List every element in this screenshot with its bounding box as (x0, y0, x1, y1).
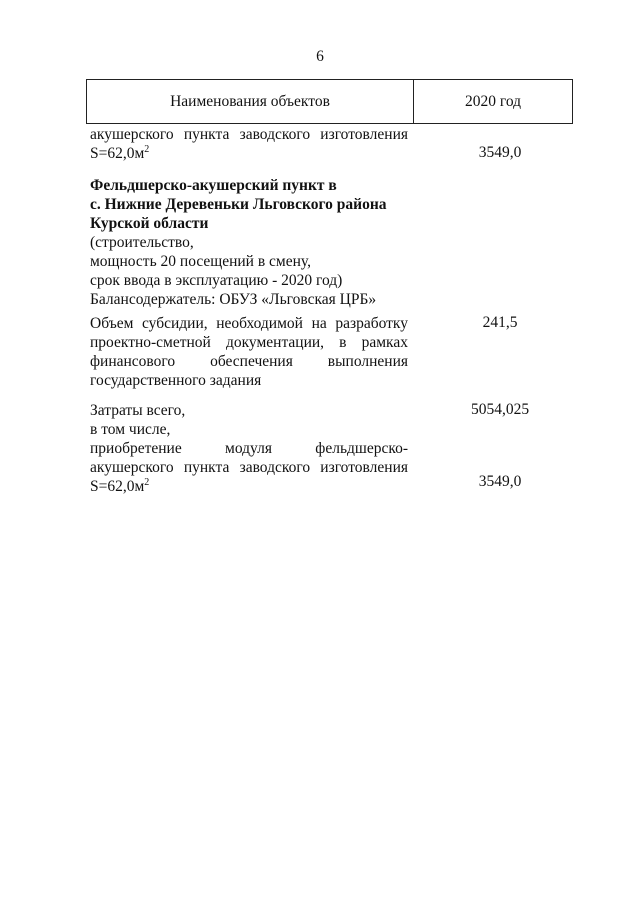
costs-module-value: 3549,0 (478, 473, 522, 490)
costs-line-5: $S=62,0м^2$ (90, 476, 150, 495)
header-year-column: 2020 год (464, 92, 522, 110)
facility-detail-1: (строительство, (90, 234, 194, 251)
header-name-column: Наименования объектов (87, 80, 414, 123)
continuation-line-2: $S=62,0м^2$ (90, 143, 150, 162)
costs-row (90, 401, 550, 496)
continuation-line-1: акушерского пункта заводского изготовления (90, 126, 408, 143)
continuation-value: 3549,0 (478, 144, 522, 161)
table-header (86, 79, 573, 124)
continuation-row (90, 125, 550, 163)
facility-detail-3: срок ввода в эксплуатацию - 2020 год) (90, 272, 343, 289)
facility-detail-4: Балансодержатель: ОБУЗ «Льговская ЦРБ» (90, 291, 377, 308)
costs-line-1: Затраты всего, (90, 402, 186, 419)
facility-title-3: Курской области (90, 215, 209, 232)
facility-title-2: с. Нижние Деревеньки Льговского района (90, 196, 387, 213)
subsidy-row (90, 314, 550, 390)
subsidy-value: 241,5 (482, 314, 518, 331)
facility-detail-2: мощность 20 посещений в смену, (90, 253, 311, 270)
costs-line-3: приобретение модуля фельдшерско- (90, 440, 408, 457)
subsidy-line-4: государственного задания (90, 372, 262, 389)
facility-block (90, 176, 550, 309)
facility-title-1: Фельдшерско-акушерский пункт в (90, 177, 337, 194)
costs-line-4: акушерского пункта заводского изготовления (90, 459, 408, 476)
subsidy-line-1: Объем субсидии, необходимой на разработку (90, 315, 408, 332)
subsidy-line-3: финансового обеспечения выполнения (90, 353, 408, 370)
page-number: 6 (316, 48, 324, 65)
costs-line-2: в том числе, (90, 421, 171, 438)
subsidy-line-2: проектно-сметной документации, в рамках (90, 334, 408, 351)
costs-total-value: 5054,025 (470, 401, 530, 418)
